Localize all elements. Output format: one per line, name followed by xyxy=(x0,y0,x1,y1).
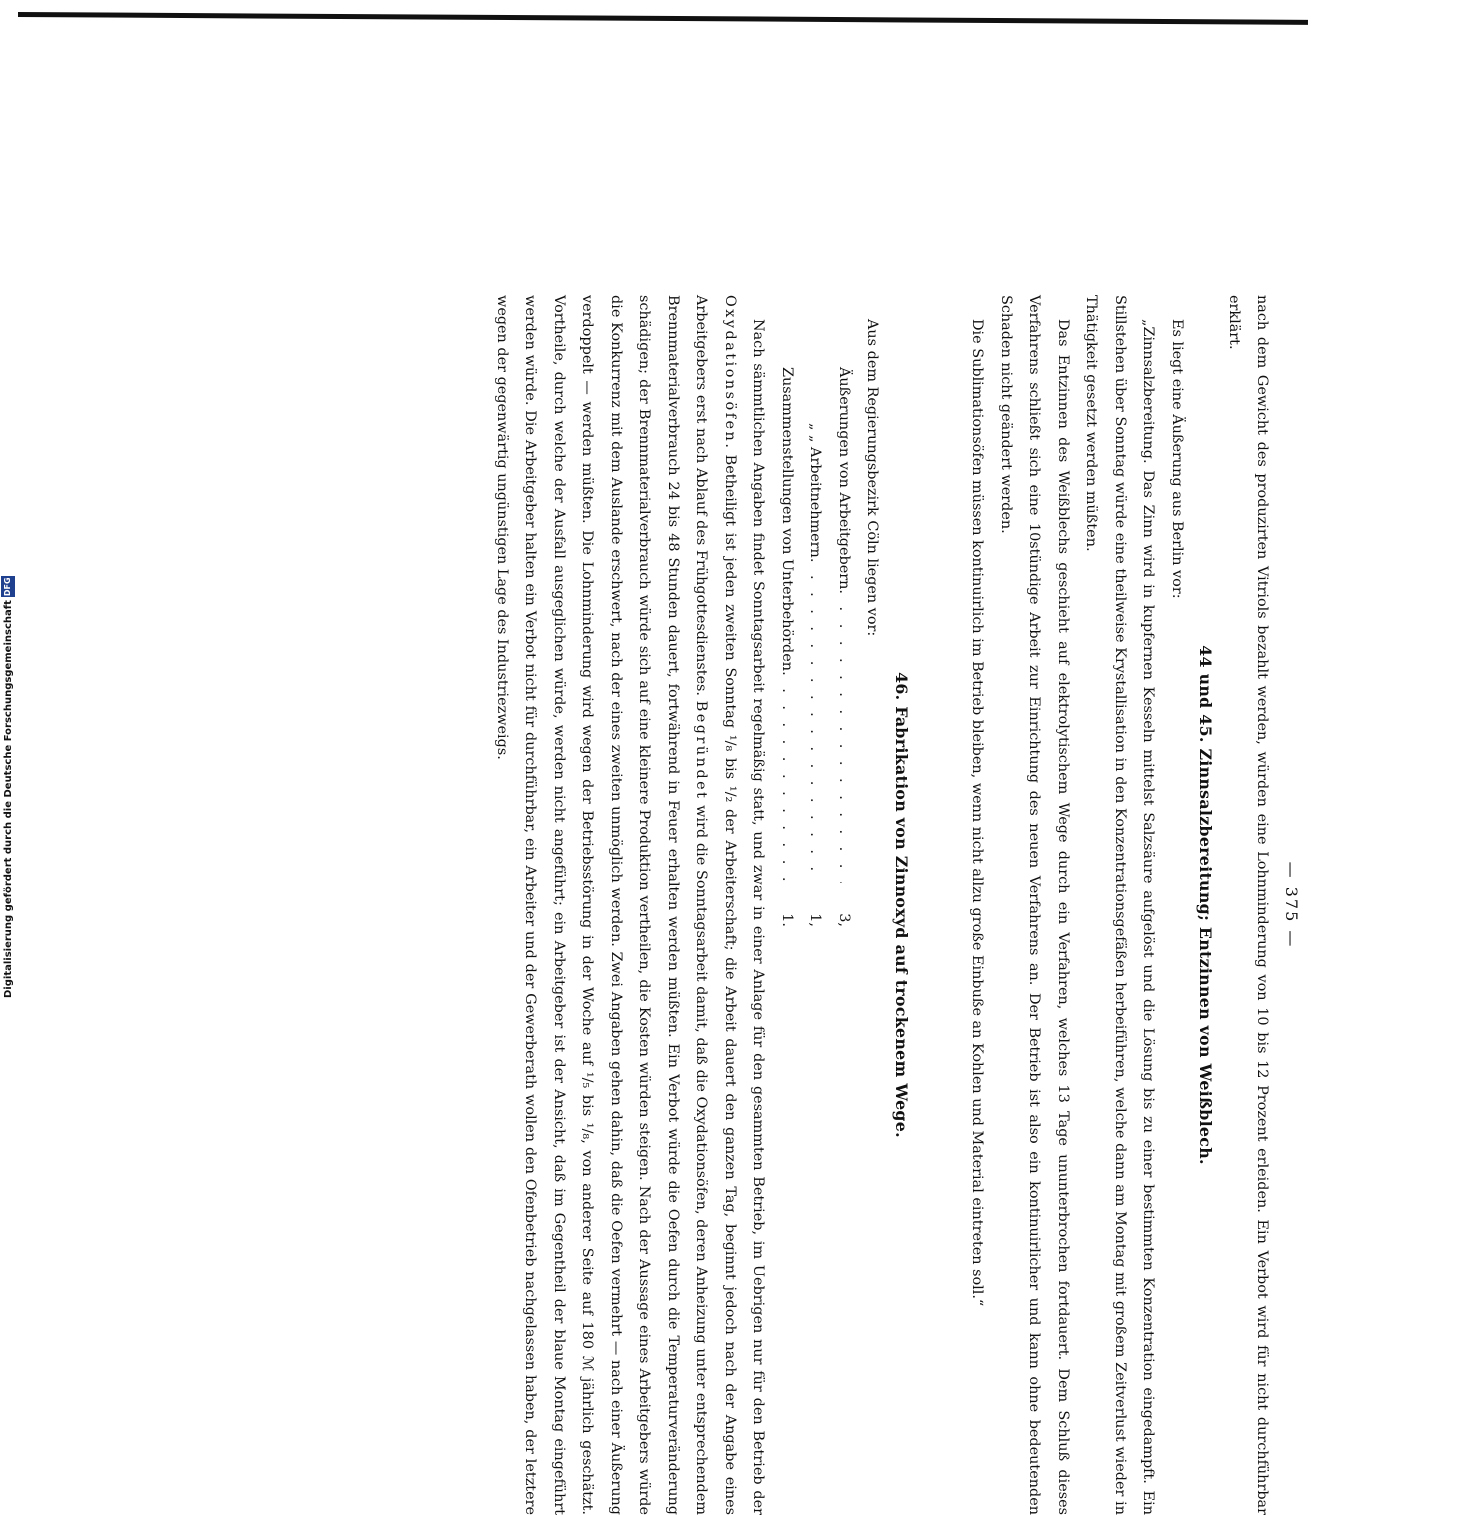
list-item xyxy=(773,367,802,927)
list-item-count: 3, xyxy=(836,913,852,927)
list-item-label: Zusammenstellungen von Unterbehörden xyxy=(779,367,795,672)
paragraph-sublimation: Die Sublimationsöfen müssen kontinuirlich im Betrieb bleiben, wenn nicht allzu große Einbuße an Kohlen und Material eintreten soll.“ xyxy=(969,319,986,1307)
list-item-count: 1. xyxy=(779,913,795,927)
dfg-logo-icon: DFG xyxy=(1,576,15,597)
leader-dots xyxy=(830,589,859,883)
leader-dots xyxy=(773,671,802,883)
list-item-label: Äußerungen von Arbeitgebern xyxy=(836,367,852,590)
paragraph-intro-44: Es liegt eine Äußerung aus Berlin vor: xyxy=(1169,319,1185,599)
list-item xyxy=(830,367,859,927)
list-item-label: „ „ Arbeitnehmern xyxy=(807,423,824,558)
body-text-part: wird die Sonntagsarbeit damit, daß die Oxydationsöfen, deren Anheizung unter entsprechendem Brennmaterialverbrauch 24 bis 48 Stunden dauert, fortwährend in Feuer erhalten werden müßten. Ein Verbot würde die Oefen durch die Temperaturveränderung schädigen; der Brennmaterialverbrauch würde sich auf eine kleinere Produktion vertheilen, die Kosten würden steigen. Nach der Aussage eines Arbeitgebers würde die Konkurrenz mit dem Auslande erschwert, nach der eines zweiten unmöglich werden. Zwei Angaben gehen dahin, daß die Oefen vermehrt — nach einer Äußerung verdoppelt — werden müßten. Die Lohnminderung wird wegen der Betriebsstörung in der Woche auf ¹/₅ bis ¹/₈, von anderer Seite auf 180 ℳ jährlich geschätzt. Vortheile, durch welche der Ausfall ausgeglichen würde, werden nicht angeführt; ein Arbeitgeber ist der Ansicht, daß im Gegentheil der blaue Montag eingeführt werden würde. Die Arbeitgeber halten ein Verbot nicht für durchführbar, ein Arbeiter und der Gewerberath wollen den Ofenbetrieb nachgelassen haben, der letztere wegen der gegenwärtig ungünstigen Lage des Industriezweigs. xyxy=(494,295,710,1515)
paragraph-entzinnen: Das Entzinnen des Weißblechs geschieht auf elektrolytischem Wege durch ein Verfahren, welches 13 Tage ununterbrochen fortdauert. Dem Schluß dieses Verfahrens schließt sich eine 10stündige Arbeit zur Einrichtung des neuen Verfahrens an. Der Betrieb ist also ein kontinuirlicher und kann ohne bedeutenden Schaden nicht geändert werden. xyxy=(998,295,1071,1515)
body-text-emphasis: Begründet xyxy=(693,700,710,801)
list-item xyxy=(801,367,830,927)
page-number: — 375 — xyxy=(1282,861,1301,949)
paragraph-zinnsalz: „Zinnsalzbereitung. Das Zinn wird in kupfernen Kesseln mittelst Salzsäure aufgelöst und die Lösung bis zu einer bestimmten Konzentration eingedampft. Ein Stillstehen über Sonntag würde eine theilweise Krystallisation in den Konzentrationsgefäßen herbeiführen, welche dann am Montag mit großem Zeitverlust wieder in Thätigkeit gesetzt werden müßten. xyxy=(1083,295,1157,1515)
leader-dots xyxy=(801,558,830,883)
paragraph-body-46 xyxy=(488,295,773,1515)
footer-text: Digitalisierung gefördert durch die Deutsche Forschungsgemeinschaft xyxy=(2,600,14,998)
dfg-footer xyxy=(1,577,15,998)
list-item-count: 1, xyxy=(807,913,824,927)
page-edge-rule xyxy=(18,12,1308,25)
continuation-paragraph: nach dem Gewicht des produzirten Vitriols bezahlt werden, würden eine Lohnminderung von 10 bis 12 Prozent erleiden. Ein Verbot wird für nicht durchführbar erklärt. xyxy=(1226,295,1271,1515)
section-heading-46: 46. Fabrikation von Zinnoxyd auf trockenem Wege. xyxy=(892,672,911,1138)
body-text-part: Nach sämmtlichen Angaben findet Sonntagsarbeit regelmäßig statt, und zwar in einer Anlage für den gesammten Betrieb, im Uebrigen nur für den Betrieb der xyxy=(750,319,767,1515)
body-text-part: . Betheiligt ist jeden zweiten Sonntag ¹/₈ bis ¹/₂ der Arbeiterschaft; die Arbeit dauert den ganzen Tag, beginnt jedoch nach der Angabe eines Arbeitgebers erst nach Ablauf des Frühgottesdienstes. xyxy=(693,295,738,1515)
statement-list xyxy=(773,367,859,927)
section-heading-44-45: 44 und 45. Zinnsalzbereitung; Entzinnen von Weißblech. xyxy=(1196,645,1216,1165)
paragraph-intro-46: Aus dem Regierungsbezirk Cöln liegen vor: xyxy=(864,319,881,637)
document-page xyxy=(245,295,1305,1515)
body-text-emphasis: Oxydationsöfen xyxy=(722,295,738,444)
